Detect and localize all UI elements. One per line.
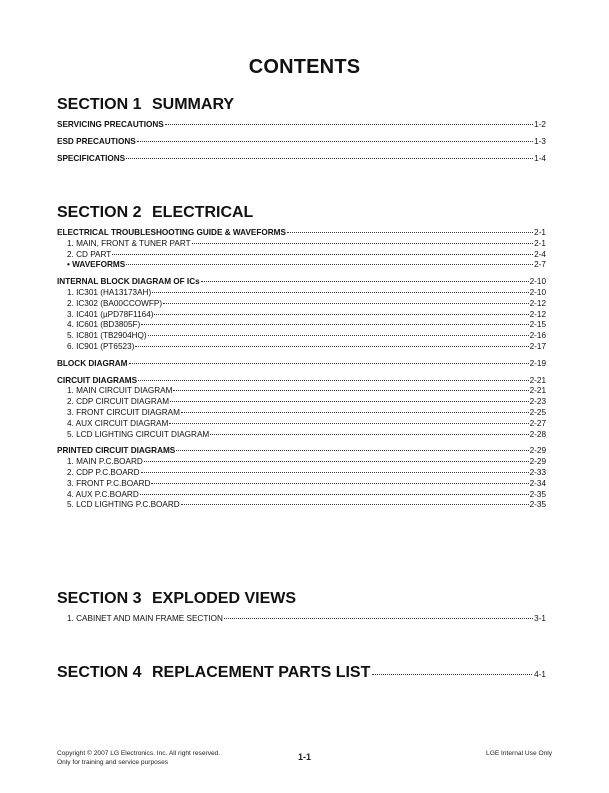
dot-leader [140, 493, 529, 495]
section-number: SECTION 4 [57, 664, 142, 681]
toc-entry[interactable] [57, 359, 546, 370]
toc-entry[interactable] [57, 288, 546, 299]
internal-use-text: LGE Internal Use Only [486, 750, 552, 757]
toc-entry[interactable] [57, 277, 546, 288]
page-ref: 2-34 [529, 478, 546, 488]
dot-leader [148, 334, 529, 336]
dot-leader [372, 673, 532, 675]
toc-entry[interactable] [57, 342, 546, 353]
toc-entry-label: ESD PRECAUTIONS [57, 136, 136, 146]
page-ref: 2-15 [529, 320, 546, 330]
section-number: SECTION 1 [57, 96, 142, 113]
page-ref: 4-1 [534, 670, 546, 679]
toc-entry-label: 1. MAIN P.C.BOARD [67, 457, 143, 467]
dot-leader [287, 231, 533, 233]
toc-entry-label: 4. AUX CIRCUIT DIAGRAM [67, 418, 169, 428]
section-1-toc [57, 120, 546, 164]
page-ref: 2-21 [529, 375, 546, 385]
toc-entry[interactable] [57, 154, 546, 165]
page-ref: 1-4 [534, 153, 546, 163]
toc-entry[interactable] [57, 260, 546, 271]
toc-entry-label: 6. IC901 (PT6523) [67, 341, 135, 351]
page-ref: 2-28 [529, 429, 546, 439]
toc-entry-label: 5. LCD LIGHTING P.C.BOARD [67, 500, 180, 510]
page-ref: 2-23 [529, 397, 546, 407]
toc-entry[interactable] [57, 397, 546, 408]
page-ref: 2-27 [529, 418, 546, 428]
dot-leader [112, 253, 533, 255]
toc-entry-label: • WAVEFORMS [67, 260, 126, 270]
page-ref: 2-12 [529, 298, 546, 308]
section-name: ELECTRICAL [152, 204, 254, 221]
toc-entry-label: 2. CDP CIRCUIT DIAGRAM [67, 397, 170, 407]
toc-entry[interactable] [57, 468, 546, 479]
page-ref: 3-1 [534, 614, 546, 623]
toc-entry-label: SPECIFICATIONS [57, 153, 126, 163]
toc-entry[interactable] [57, 250, 546, 261]
page-number: 1-1 [297, 752, 311, 762]
toc-entry[interactable] [57, 408, 546, 419]
page-ref: 2-4 [534, 249, 546, 259]
page-ref: 2-12 [529, 309, 546, 319]
toc-entry[interactable] [57, 614, 546, 625]
toc-entry-label: INTERNAL BLOCK DIAGRAM OF ICs [57, 277, 200, 287]
page-ref: 2-35 [529, 500, 546, 510]
toc-entry[interactable] [57, 430, 546, 441]
page-ref: 2-33 [529, 467, 546, 477]
toc-entry[interactable] [57, 490, 546, 501]
dot-leader [210, 433, 528, 435]
toc-entry-label: 2. IC302 (BA00CCOWFP) [67, 298, 163, 308]
page-ref: 2-10 [529, 287, 546, 297]
page-ref: 2-1 [534, 238, 546, 248]
toc-entry-label: 5. IC801 (TB2904HQ) [67, 331, 147, 341]
dot-leader [181, 503, 529, 505]
dot-leader [129, 362, 529, 364]
dot-leader [192, 242, 534, 244]
section-name: EXPLODED VIEWS [152, 590, 297, 607]
toc-entry-label: CIRCUIT DIAGRAMS [57, 375, 138, 385]
page-ref: 2-35 [529, 489, 546, 499]
dot-leader [126, 157, 533, 159]
dot-leader [169, 422, 528, 424]
dot-leader [176, 449, 528, 451]
page-title: CONTENTS [248, 56, 361, 78]
dot-leader [224, 617, 533, 619]
toc-entry-label: ELECTRICAL TROUBLESHOOTING GUIDE & WAVEFORMS [57, 228, 286, 237]
toc-entry[interactable] [57, 479, 546, 490]
training-text: Only for training and service purposes [57, 758, 169, 766]
toc-entry-label: 1. IC301 (HA13173AH) [67, 287, 152, 297]
section-1-heading [57, 96, 234, 114]
toc-entry[interactable] [57, 331, 546, 342]
dot-leader [181, 411, 529, 413]
page-ref: 2-19 [529, 358, 546, 368]
toc-entry-label: 3. IC401 (µPD78F1164) [67, 309, 154, 319]
section-2-toc [57, 228, 546, 511]
toc-entry[interactable] [57, 500, 546, 511]
dot-leader [138, 379, 529, 381]
page-ref: 2-29 [529, 457, 546, 467]
toc-entry-label: 4. AUX P.C.BOARD [67, 489, 139, 499]
dot-leader [137, 140, 533, 142]
section-number: SECTION 2 [57, 204, 142, 221]
page-ref: 2-29 [529, 446, 546, 456]
toc-entry[interactable] [57, 228, 546, 239]
dot-leader [126, 263, 533, 265]
section-3-toc [57, 614, 546, 625]
toc-entry[interactable] [57, 239, 546, 250]
section-3-heading [57, 590, 296, 608]
page-ref: 1-2 [534, 120, 546, 129]
page-ref: 2-10 [529, 277, 546, 287]
section-4-heading [57, 664, 370, 682]
dot-leader [144, 460, 529, 462]
toc-entry[interactable] [57, 419, 546, 430]
dot-leader [135, 345, 528, 347]
section-name: SUMMARY [152, 96, 235, 113]
toc-entry-label: 3. FRONT CIRCUIT DIAGRAM [67, 407, 180, 417]
page-ref: 2-21 [529, 386, 546, 396]
page-ref: 2-1 [534, 228, 546, 237]
page-ref: 2-7 [534, 260, 546, 270]
toc-entry-label: BLOCK DIAGRAM [57, 358, 128, 368]
dot-leader [165, 123, 533, 125]
toc-entry-label: 2. CDP P.C.BOARD [67, 467, 140, 477]
dot-leader [173, 389, 528, 391]
toc-entry[interactable] [57, 320, 546, 331]
page-ref: 2-17 [529, 341, 546, 351]
dot-leader [141, 323, 528, 325]
toc-entry-label: 3. FRONT P.C.BOARD [67, 478, 151, 488]
section-4-entry[interactable] [57, 664, 546, 682]
toc-entry-label: PRINTED CIRCUIT DIAGRAMS [57, 446, 176, 456]
dot-leader [163, 302, 529, 304]
section-2-heading [57, 204, 253, 222]
dot-leader [141, 471, 529, 473]
page-ref: 2-25 [529, 407, 546, 417]
copyright-text: Copyright © 2007 LG Electronics. Inc. All right reserved. [57, 750, 221, 757]
toc-entry[interactable] [57, 376, 546, 387]
dot-leader [170, 400, 529, 402]
page-ref: 1-3 [534, 136, 546, 146]
toc-entry-label: 2. CD PART [67, 249, 112, 259]
dot-leader [151, 482, 528, 484]
section-number: SECTION 3 [57, 590, 142, 607]
toc-entry[interactable] [57, 137, 546, 148]
toc-entry-label: SERVICING PRECAUTIONS [57, 120, 164, 129]
dot-leader [152, 291, 528, 293]
dot-leader [154, 313, 528, 315]
toc-entry-label: 1. MAIN CIRCUIT DIAGRAM [67, 386, 173, 396]
toc-entry[interactable] [57, 446, 546, 457]
toc-entry-label: 4. IC601 (BD3805F) [67, 320, 141, 330]
toc-entry-label: 1. CABINET AND MAIN FRAME SECTION [67, 614, 223, 623]
toc-entry[interactable] [57, 310, 546, 321]
toc-entry[interactable] [57, 120, 546, 131]
toc-entry[interactable] [57, 457, 546, 468]
dot-leader [201, 280, 529, 282]
toc-entry-label: 1. MAIN, FRONT & TUNER PART [67, 238, 191, 248]
toc-entry[interactable] [57, 386, 546, 397]
page-ref: 2-16 [529, 331, 546, 341]
section-name: REPLACEMENT PARTS LIST [152, 664, 371, 681]
toc-entry-label: 5. LCD LIGHTING CIRCUIT DIAGRAM [67, 429, 210, 439]
toc-entry[interactable] [57, 299, 546, 310]
